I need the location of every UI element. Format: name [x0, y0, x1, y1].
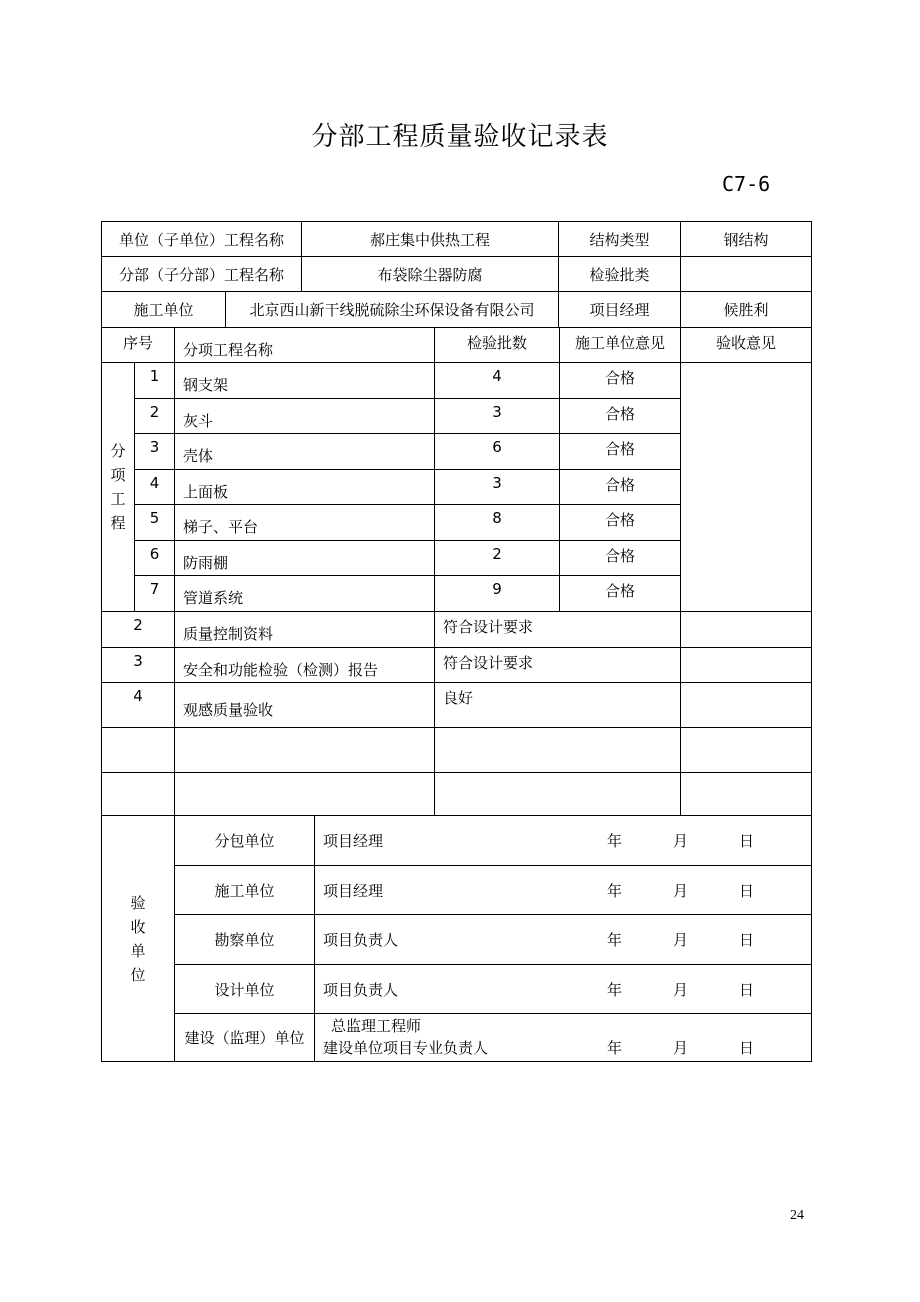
subitem-batches: 6: [435, 434, 560, 470]
month-label: 月: [673, 881, 689, 900]
other-row-opinion: 符合设计要求: [435, 648, 681, 683]
other-row-name: 观感质量验收: [175, 683, 435, 728]
supervision-signature-cell: [315, 1014, 812, 1062]
subitem-no: 7: [135, 576, 175, 612]
structure-type-label: 结构类型: [559, 222, 681, 257]
project-manager-label: 项目经理: [559, 292, 681, 328]
project-manager-value: 候胜利: [681, 292, 812, 328]
year-label: 年: [607, 980, 623, 999]
acceptance-signature-cell: [315, 866, 812, 915]
other-row-name: 安全和功能检验（检测）报告: [175, 648, 435, 683]
unit-project-value: 郝庄集中供热工程: [302, 222, 559, 257]
subitem-table: [101, 327, 812, 612]
other-row-no: 2: [102, 612, 175, 648]
construction-unit-value: 北京西山新干线脱硫除尘环保设备有限公司: [226, 292, 559, 328]
acceptance-signature-cell: [315, 915, 812, 965]
col-header-contractor-opinion: 施工单位意见: [560, 328, 681, 363]
table-row: [102, 363, 812, 399]
other-row-opinion: 符合设计要求: [435, 612, 681, 648]
acceptance-role: 项目经理: [323, 881, 384, 900]
col-header-no: 序号: [102, 328, 175, 363]
form-code: C7-6: [722, 172, 771, 196]
supervision-role-line2: 建设单位项目专业负责人: [323, 1038, 489, 1057]
inspection-batch-label: 检验批类: [559, 257, 681, 292]
form-title: 分部工程质量验收记录表: [311, 122, 609, 152]
construction-unit-table: [101, 291, 812, 328]
subitem-name: 管道系统: [175, 576, 435, 612]
table-row: [102, 728, 812, 773]
subitem-no: 3: [135, 434, 175, 470]
subitem-opinion: 合格: [560, 399, 681, 434]
subitem-opinion: 合格: [560, 505, 681, 541]
subitem-batches: 3: [435, 470, 560, 505]
table-row: [102, 683, 812, 728]
acceptance-unit-name: 设计单位: [175, 965, 315, 1014]
empty-cell: [175, 728, 435, 773]
acceptance-row: [102, 1014, 812, 1062]
subitem-batches: 3: [435, 399, 560, 434]
other-row-no: 4: [102, 683, 175, 728]
acceptance-unit-name: 分包单位: [175, 816, 315, 866]
header-table: [101, 221, 812, 292]
subitem-no: 2: [135, 399, 175, 434]
subitem-name: 防雨棚: [175, 541, 435, 576]
acceptance-role: 项目经理: [323, 832, 384, 850]
col-header-batches: 检验批数: [435, 328, 560, 363]
year-label: 年: [607, 881, 623, 900]
subitem-no: 4: [135, 470, 175, 505]
supervision-role-line1: 总监理工程师: [331, 1016, 422, 1035]
empty-cell: [681, 773, 812, 816]
subitem-name: 壳体: [175, 434, 435, 470]
month-label: 月: [673, 980, 689, 999]
acceptance-row: [102, 866, 812, 915]
month-label: 月: [673, 832, 689, 850]
acceptance-opinion-cell: [681, 363, 812, 612]
subitem-name: 上面板: [175, 470, 435, 505]
day-label: 日: [739, 1038, 755, 1057]
col-header-acceptance-opinion: 验收意见: [681, 328, 812, 363]
construction-unit-label: 施工单位: [102, 292, 226, 328]
subitem-opinion: 合格: [560, 576, 681, 612]
subitem-batches: 8: [435, 505, 560, 541]
subitem-batches: 9: [435, 576, 560, 612]
other-row-name: 质量控制资料: [175, 612, 435, 648]
year-label: 年: [607, 1038, 623, 1057]
empty-cell: [435, 728, 681, 773]
other-row-acceptance: [681, 648, 812, 683]
supervision-unit-name: 建设（监理）单位: [175, 1014, 315, 1062]
day-label: 日: [739, 832, 755, 850]
inspection-batch-value: [681, 257, 812, 292]
division-value: 布袋除尘器防腐: [302, 257, 559, 292]
empty-cell: [102, 773, 175, 816]
subitem-no: 5: [135, 505, 175, 541]
acceptance-role: 项目负责人: [323, 980, 399, 999]
subitem-no: 6: [135, 541, 175, 576]
subitem-name: 梯子、平台: [175, 505, 435, 541]
subitem-batches: 2: [435, 541, 560, 576]
empty-cell: [435, 773, 681, 816]
acceptance-row: [102, 965, 812, 1014]
other-row-opinion: 良好: [435, 683, 681, 728]
page-number: 24: [790, 1208, 804, 1223]
subitem-no: 1: [135, 363, 175, 399]
acceptance-unit-name: 勘察单位: [175, 915, 315, 965]
structure-type-value: 钢结构: [681, 222, 812, 257]
table-row: [102, 612, 812, 648]
other-items-table: [101, 611, 812, 816]
subitem-opinion: 合格: [560, 434, 681, 470]
table-row: [102, 773, 812, 816]
acceptance-unit-name: 施工单位: [175, 866, 315, 915]
subitem-opinion: 合格: [560, 470, 681, 505]
subitem-name: 钢支架: [175, 363, 435, 399]
acceptance-role: 项目负责人: [323, 931, 399, 949]
table-row: [102, 648, 812, 683]
unit-project-label: 单位（子单位）工程名称: [102, 222, 302, 257]
acceptance-table: [101, 815, 812, 1062]
acceptance-row: [102, 915, 812, 965]
subitem-batches: 4: [435, 363, 560, 399]
year-label: 年: [607, 931, 623, 949]
month-label: 月: [673, 931, 689, 949]
month-label: 月: [673, 1038, 689, 1057]
division-label: 分部（子分部）工程名称: [102, 257, 302, 292]
col-header-subitem: 分项工程名称: [175, 328, 435, 363]
other-row-no: 3: [102, 648, 175, 683]
acceptance-signature-cell: [315, 965, 812, 1014]
acceptance-group-label: 验 收 单 位: [102, 816, 175, 1062]
acceptance-signature-cell: [315, 816, 812, 866]
subitem-opinion: 合格: [560, 363, 681, 399]
subitem-opinion: 合格: [560, 541, 681, 576]
day-label: 日: [739, 931, 755, 949]
empty-cell: [175, 773, 435, 816]
day-label: 日: [739, 980, 755, 999]
other-row-acceptance: [681, 683, 812, 728]
year-label: 年: [607, 832, 623, 850]
subitem-name: 灰斗: [175, 399, 435, 434]
other-row-acceptance: [681, 612, 812, 648]
subitem-group-label: 分 项 工 程: [102, 363, 135, 612]
empty-cell: [102, 728, 175, 773]
day-label: 日: [739, 881, 755, 900]
acceptance-row: [102, 816, 812, 866]
empty-cell: [681, 728, 812, 773]
